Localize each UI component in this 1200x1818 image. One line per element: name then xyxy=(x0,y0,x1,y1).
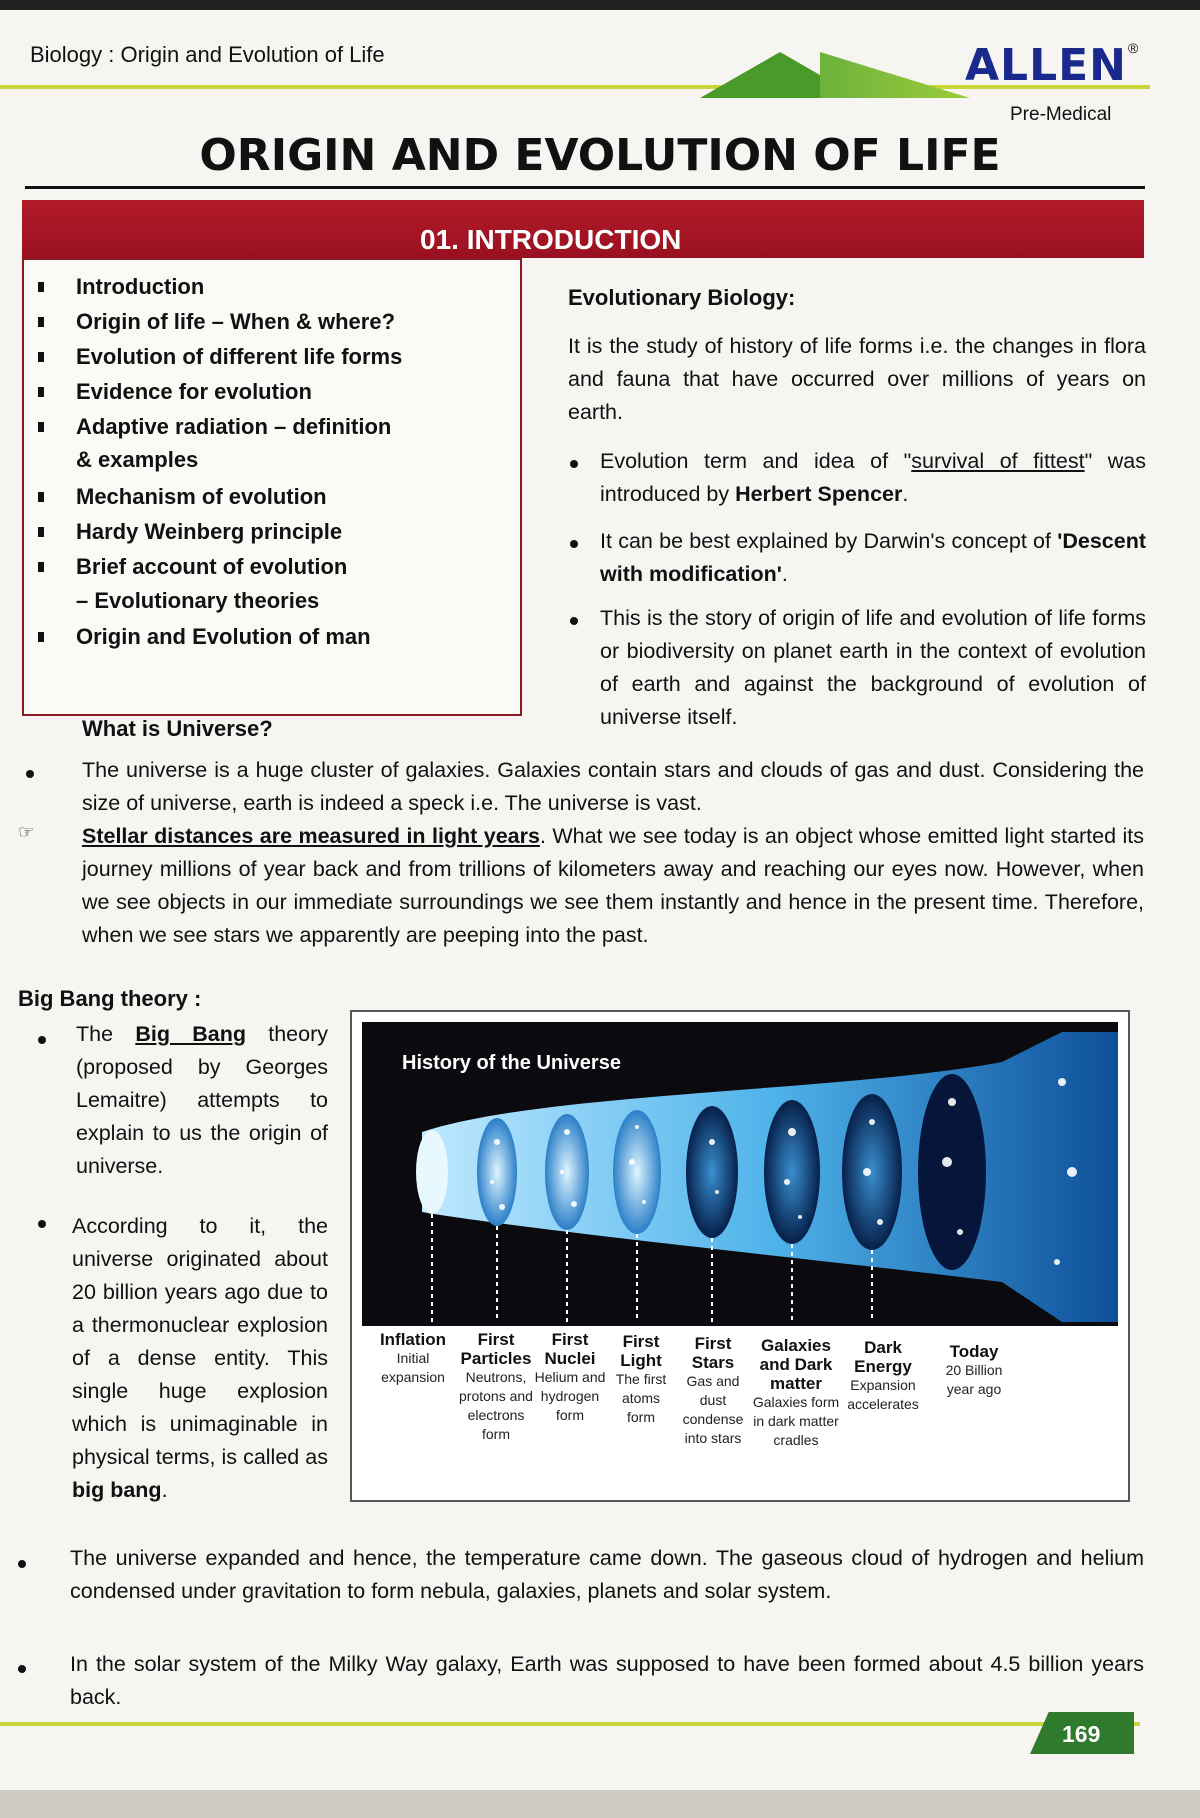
evolutionary-biology-heading: Evolutionary Biology: xyxy=(568,285,796,310)
allen-logo: ALLEN xyxy=(965,40,1128,91)
universe-heading: What is Universe? xyxy=(82,716,273,741)
bullet-dot xyxy=(26,770,34,778)
bullet-dot xyxy=(38,1220,46,1228)
topic-bullet xyxy=(38,492,44,502)
topic-item: Hardy Weinberg principle xyxy=(76,517,342,547)
evolutionary-biology-intro: It is the study of history of life forms i.e. the changes in flora and fauna that have occurred over millions of years on earth. xyxy=(568,334,1146,424)
big-bang-bullet-4: In the solar system of the Milky Way galaxy, Earth was supposed to have been formed about 4.5 billion years back. xyxy=(70,1652,1144,1709)
section-label: 01. INTRODUCTION xyxy=(420,224,682,255)
topic-item: Introduction xyxy=(76,272,204,302)
topic-item: Evolution of different life forms xyxy=(76,342,402,372)
history-of-universe-figure xyxy=(350,1010,1130,1502)
dark-energy-oval xyxy=(842,1094,902,1250)
topic-bullet xyxy=(38,282,44,292)
topic-item: Origin of life – When & where? xyxy=(76,307,395,337)
topic-bullet xyxy=(38,422,44,432)
footer-rule xyxy=(0,1722,1140,1726)
story-bullet: This is the story of origin of life and evolution of life forms or biodiversity on planet earth in the context of evolution of earth and against the background of evolution of universe itself. xyxy=(600,606,1146,729)
stage-first-particles: First Particles Neutrons, protons and electrons form xyxy=(459,1330,533,1442)
chapter-title: ORIGIN AND EVOLUTION OF LIFE xyxy=(199,130,1001,181)
page-number: 169 xyxy=(1062,1721,1101,1747)
bullet-dot xyxy=(38,1036,46,1044)
topic-item: Adaptive radiation – definition xyxy=(76,412,391,442)
bullet-dot xyxy=(18,1560,26,1568)
stage-inflation: Inflation Initial expansion xyxy=(379,1330,447,1385)
topic-item: Brief account of evolution xyxy=(76,552,347,582)
universe-paragraph: The universe is a huge cluster of galaxies. Galaxies contain stars and clouds of gas and dust. Considering the size of universe, earth is indeed a speck i.e. The universe is vast. xyxy=(82,758,1144,815)
light-years-paragraph: Stellar distances are measured in light years. What we see today is an object whose emitted light started its journey millions of year back and from trillions of kilometers away and reaching our eyes now. However, when we see objects in our immediate surroundings we see them instantly and hence in the present time. Therefore, when we see stars we apparently are peeping into the past. xyxy=(82,824,1144,947)
particles-oval xyxy=(477,1118,517,1226)
big-bang-bullet-1: The Big Bang theory (proposed by Georges Lemaitre) attempts to explain to us the origin of universe. xyxy=(76,1022,329,1178)
big-bang-bullet-2: According to it, the universe originated about 20 billion years ago due to a thermonuclear explosion of a dense entity. This single huge explosion which is unimaginable in physical terms, is called as big bang. xyxy=(72,1214,328,1502)
page-top-edge xyxy=(0,0,1200,10)
bullet-dot xyxy=(570,540,578,548)
stage-first-light: First Light The first atoms form xyxy=(615,1332,667,1425)
topic-bullet xyxy=(38,352,44,362)
registered-mark: ® xyxy=(1128,40,1139,56)
topic-bullet xyxy=(38,632,44,642)
pointer-hand-icon: ☞ xyxy=(18,822,35,842)
big-bang-heading: Big Bang theory : xyxy=(18,986,202,1011)
running-header: Biology : Origin and Evolution of Life xyxy=(30,42,385,67)
title-rule xyxy=(25,186,1145,189)
topic-bullet xyxy=(38,317,44,327)
bullet-dot xyxy=(18,1665,26,1673)
universe-illustration xyxy=(362,1022,1118,1326)
topic-item: Origin and Evolution of man xyxy=(76,622,371,652)
galaxies-oval xyxy=(764,1100,820,1244)
stage-first-nuclei: First Nuclei Helium and hydrogen form xyxy=(534,1330,606,1423)
spencer-bullet: Evolution term and idea of "survival of fittest" was introduced by Herbert Spencer. xyxy=(600,449,1146,506)
page-bottom-edge xyxy=(0,1790,1200,1818)
bullet-dot xyxy=(570,617,578,625)
topic-item: Mechanism of evolution xyxy=(76,482,327,512)
pre-medical-tagline: Pre-Medical xyxy=(1010,104,1112,125)
stage-first-stars: First Stars Gas and dust condense into stars xyxy=(682,1334,744,1446)
inflation-oval xyxy=(416,1130,448,1214)
bullet-dot xyxy=(570,460,578,468)
stage-today: Today 20 Billion year ago xyxy=(945,1342,1003,1397)
topic-item-continued: – Evolutionary theories xyxy=(76,588,320,613)
big-bang-bullet-3: The universe expanded and hence, the temperature came down. The gaseous cloud of hydrogen and helium condensed under gravitation to form nebula, galaxies, planets and solar system. xyxy=(70,1546,1144,1603)
topic-bullet xyxy=(38,527,44,537)
header-green-shape-2 xyxy=(820,52,970,98)
stage-dark-energy: Dark Energy Expansion accelerates xyxy=(847,1338,919,1412)
topic-bullet xyxy=(38,562,44,572)
stars-oval xyxy=(686,1106,738,1238)
darwin-bullet: It can be best explained by Darwin's concept of 'Descent with modification'. xyxy=(600,529,1146,586)
topic-bullet xyxy=(38,387,44,397)
topics-box xyxy=(22,258,522,716)
stage-galaxies-dark-matter: Galaxies and Dark matter Galaxies form in dark matter cradles xyxy=(752,1336,840,1448)
topic-item-continued: & examples xyxy=(76,447,199,472)
topic-item: Evidence for evolution xyxy=(76,377,312,407)
figure-title: History of the Universe xyxy=(402,1052,621,1074)
